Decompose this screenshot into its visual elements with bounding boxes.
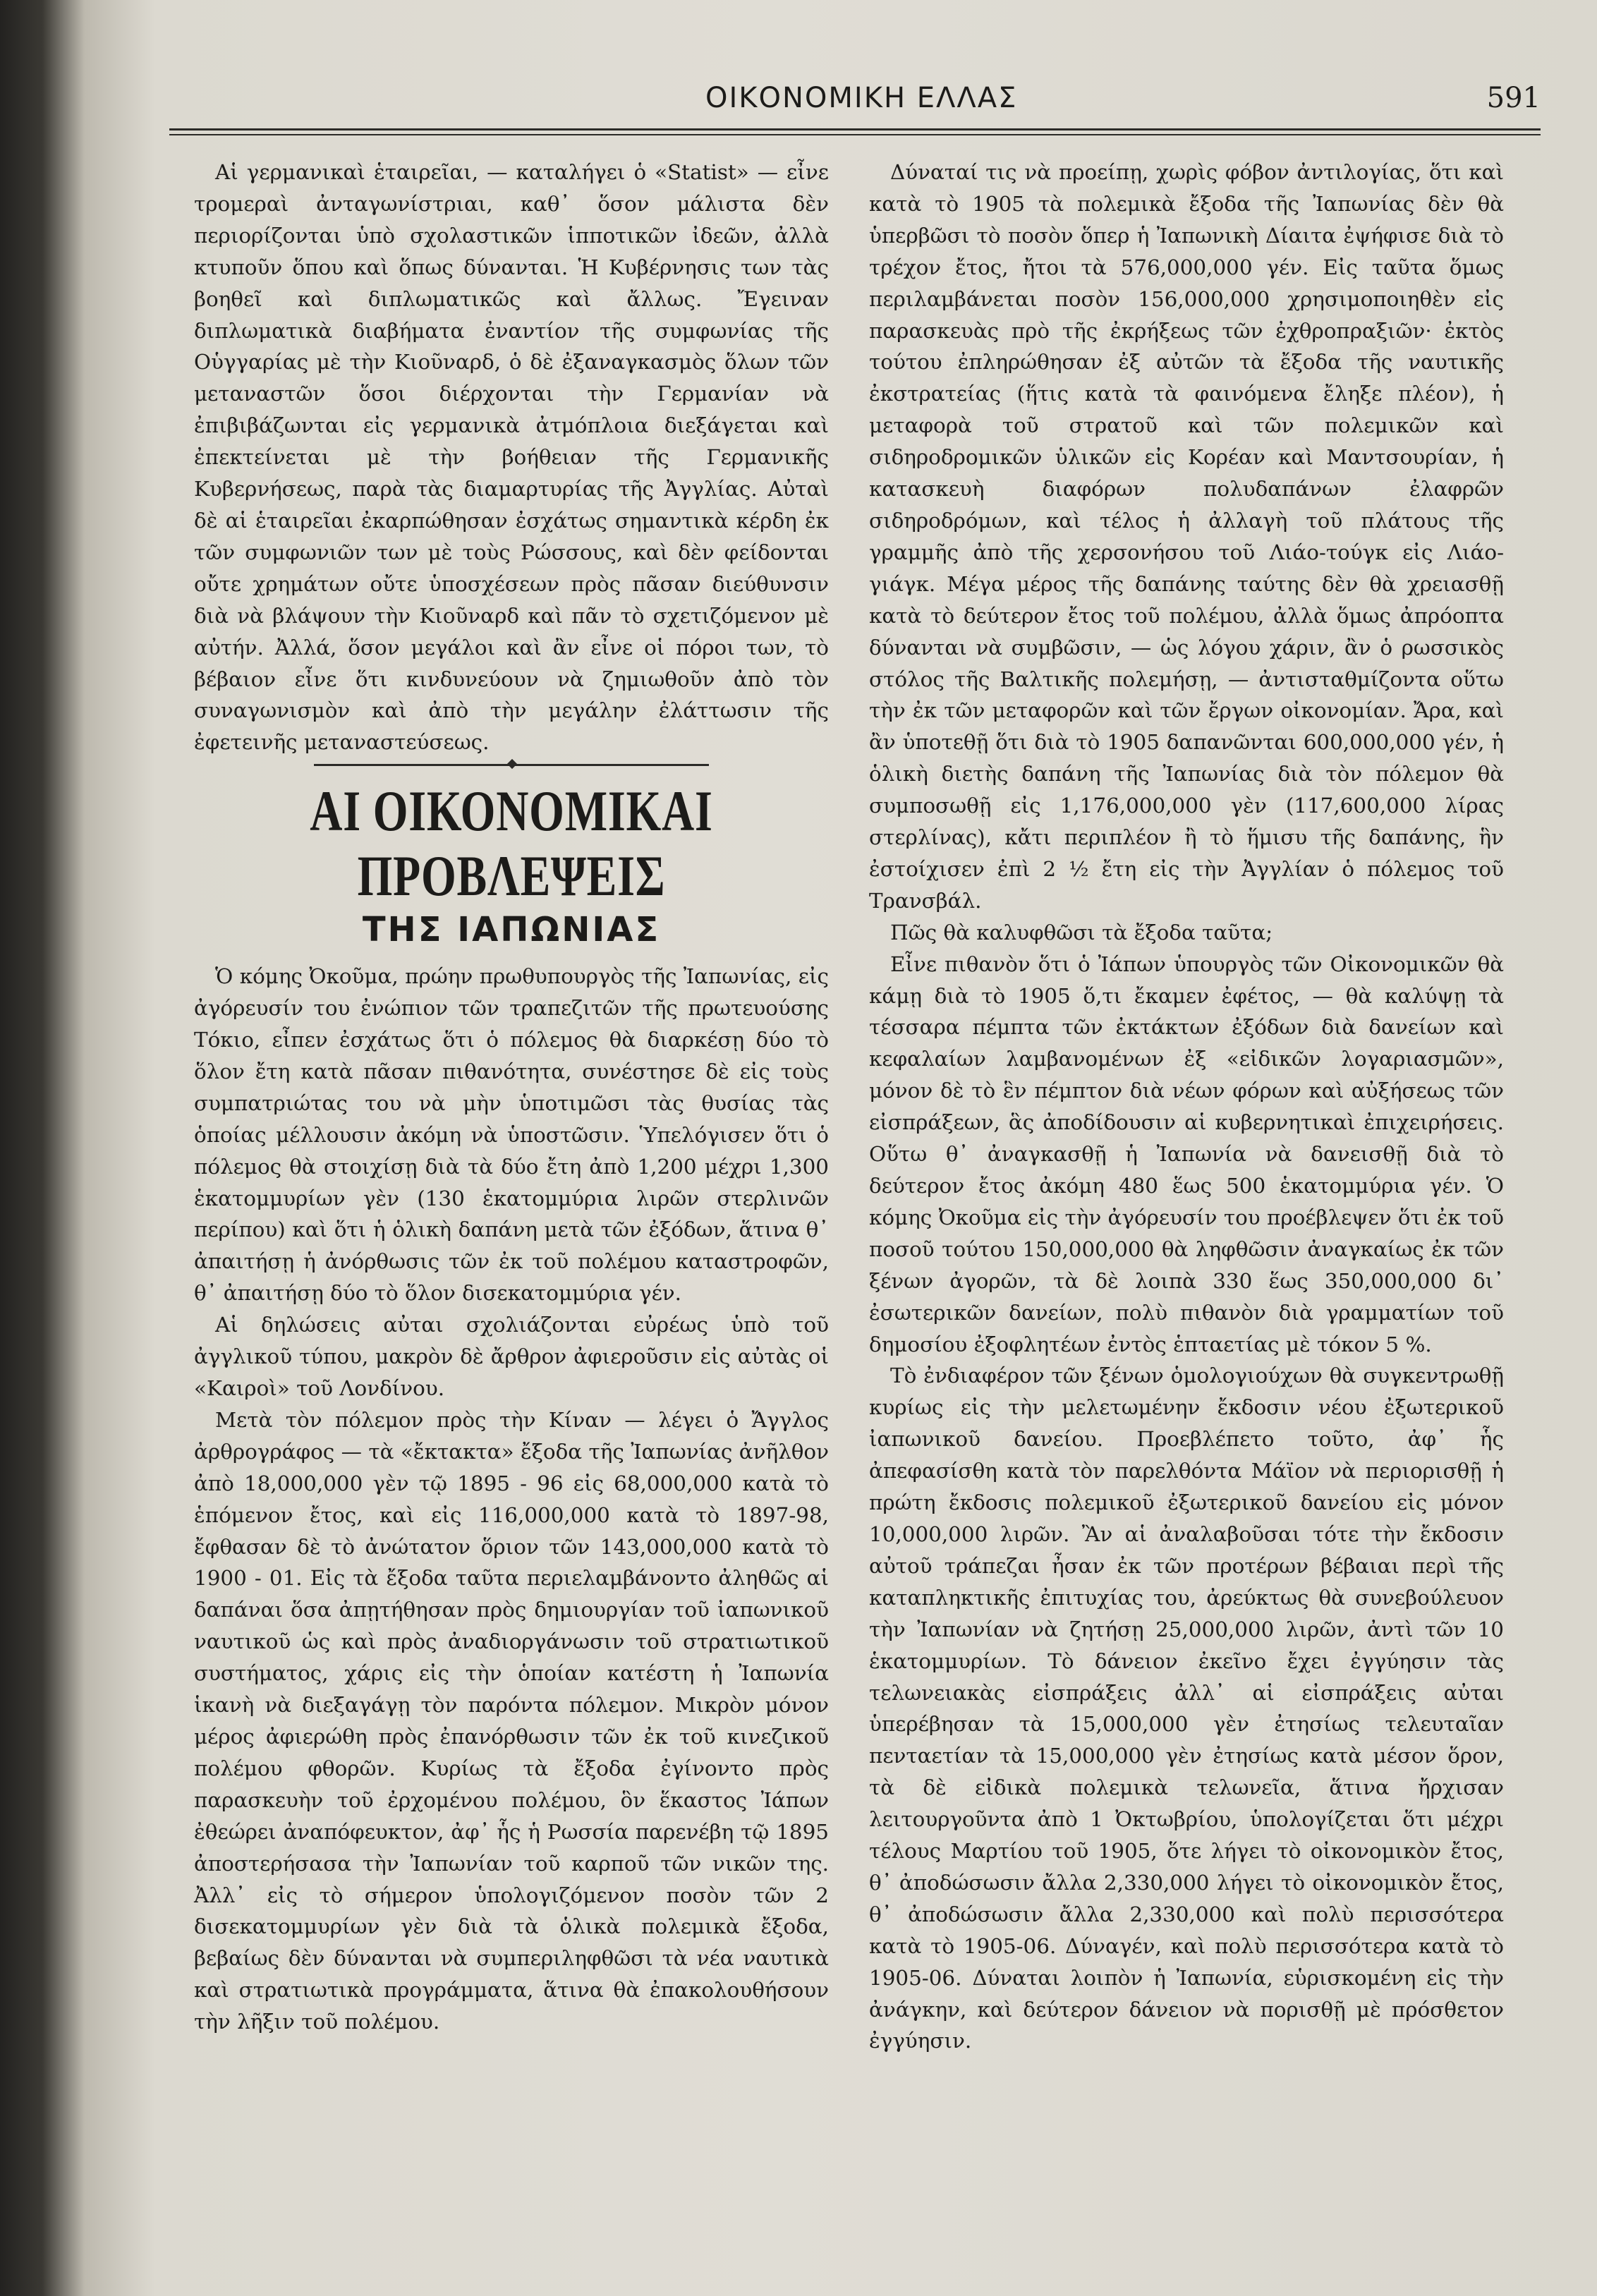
article-paragraph: Δύναταί τις νὰ προείπῃ, χωρὶς φόβον ἀντιλογίας, ὅτι καὶ κατὰ τὸ 1905 τὰ πολεμικὰ ἔξοδα τῆς Ἰαπωνίας δὲν θὰ ὑπερβῶσι τὸ ποσὸν ὅπερ ἡ Ἰαπωνικὴ Δίαιτα ἐψήφισε διὰ τὸ τρέχον ἔτος, ἤτοι τὰ 576,000,000 γέν. Εἰς ταῦτα ὅμως περιλαμβάνεται ποσὸν 156,000,000 χρησιμοποιηθὲν εἰς παρασκευὰς πρὸ τῆς ἐκρήξεως τῶν ἐχθροπραξιῶν· ἐκτὸς τούτου ἐπληρώθησαν ἐξ αὐτῶν τὰ ἔξοδα τῆς ναυτικῆς ἐκστρατείας (ἥτις κατὰ τὰ φαινόμενα ἔληξε πλέον), ἡ μεταφορὰ τοῦ στρατοῦ καὶ τῶν πολεμικῶν καὶ σιδηροδρομικῶν ὑλικῶν εἰς Κορέαν καὶ Μαντσουρίαν, ἡ κατασκευὴ διαφόρων πολυδαπάνων ἐλαφρῶν σιδηροδρόμων, καὶ τέλος ἡ ἀλλαγὴ τοῦ πλάτους τῆς γραμμῆς ἀπὸ τῆς χερσονήσου τοῦ Λιάο-τούγκ εἰς Λιάο-γιάγκ. Μέγα μέρος τῆς δαπάνης ταύτης δὲν θὰ χρειασθῇ κατὰ τὸ δεύτερον ἔτος τοῦ πολέμου, ἀλλὰ ὅμως ἀπρόοπτα δύνανται νὰ συμβῶσιν, — ὡς λόγου χάριν, ἂν ὁ ρωσσικὸς στόλος τῆς Βαλτικῆς πολεμήσῃ, — ἀντισταθμίζοντα οὕτω τὴν ἐκ τῶν μεταφορῶν καὶ τῶν ἔργων οἰκονομίαν. Ἄρα, καὶ ἂν ὑποτεθῇ ὅτι διὰ τὸ 1905 δαπανῶνται 600,000,000 γέν, ἡ ὁλικὴ διετὴς δαπάνη τῆς Ἰαπωνίας διὰ τὸν πόλεμον θὰ συμποσωθῇ εἰς 1,176,000,000 γὲν (117,600,000 λίρας στερλίνας), κἄτι περιπλέον ἢ τὸ ἥμισυ τῆς δαπάνης, ἣν ἐστοίχισεν ἐπὶ 2 ½ ἔτη εἰς τὴν Ἀγγλίαν ὁ πόλεμος τοῦ Τρανσβάλ. (869, 160, 1504, 913)
article-paragraph: Αἱ δηλώσεις αὐται σχολιάζονται εὐρέως ὑπὸ τοῦ ἀγγλικοῦ τύπου, μακρὸν δὲ ἄρθρον ἀφιεροῦσιν εἰς αὐτὰς οἱ «Καιροὶ» τοῦ Λονδίνου. (194, 1313, 829, 1400)
article-subtitle: ΤΗΣ ΙΑΠΩΝΙΑΣ (362, 910, 661, 950)
running-title: ΟΙΚΟΝΟΜΙΚΗ ΕΛΛΑΣ (705, 82, 1018, 114)
left-column (194, 157, 829, 2038)
article-title: ΑΙ ΟΙΚΟΝΟΜΙΚΑΙ ΠΡΟΒΛΕΨΕΙΣ (310, 779, 713, 909)
article-paragraph: Μετὰ τὸν πόλεμον πρὸς τὴν Κίναν — λέγει ὁ Ἄγγλος ἀρθρογράφος — τὰ «ἔκτακτα» ἔξοδα τῆς Ἰαπωνίας ἀνῆλθον ἀπὸ 18,000,000 γὲν τῷ 1895 - 96 εἰς 68,000,000 κατὰ τὸ ἑπόμενον ἔτος, καὶ εἰς 116,000,000 κατὰ τὸ 1897-98, ἔφθασαν δὲ τὸ ἀνώτατον ὅριον τῶν 143,000,000 κατὰ τὸ 1900 - 01. Εἰς τὰ ἔξοδα ταῦτα περιελαμβάνοντο ἀληθῶς αἱ δαπάναι ὅσα ἀπῃτήθησαν πρὸς δημιουργίαν τοῦ ἰαπωνικοῦ ναυτικοῦ ὡς καὶ πρὸς ἀναδιοργάνωσιν τοῦ στρατιωτικοῦ συστήματος, χάρις εἰς τὴν ὁποίαν κατέστη ἡ Ἰαπωνία ἱκανὴ νὰ διεξαγάγῃ τὸν παρόντα πόλεμον. Μικρὸν μόνον μέρος ἀφιερώθη πρὸς ἐπανόρθωσιν τῶν ἐκ τοῦ κινεζικοῦ πολέμου φθορῶν. Κυρίως τὰ ἔξοδα ἐγίνοντο πρὸς παρασκευὴν τοῦ ἐρχομένου πολέμου, ὃν ἕκαστος Ἰάπων ἐθεώρει ἀναπόφευκτον, ἀφ᾿ ἧς ἡ Ρωσσία παρενέβη τῷ 1895 ἀποστερήσασα τὴν Ἰαπωνίαν τοῦ καρποῦ τῶν νικῶν της. Ἀλλ᾿ εἰς τὸ σήμερον ὑπολογιζόμενον ποσὸν τῶν 2 δισεκατομμυρίων γὲν διὰ τὰ ὁλικὰ πολεμικὰ ἔξοδα, βεβαίως δὲν δύνανται νὰ συμπεριληφθῶσι τὰ νέα ναυτικὰ καὶ στρατιωτικὰ προγράμματα, ἅτινα θὰ ἐπακολουθήσουν τὴν λῆξιν τοῦ πολέμου. (194, 1407, 829, 2034)
article-separator (314, 764, 709, 766)
page-header (169, 76, 1541, 126)
article-paragraph: Πῶς θὰ καλυφθῶσι τὰ ἔξοδα ταῦτα; (890, 920, 1273, 944)
header-rule-thin (169, 134, 1541, 135)
article-paragraph: Ὁ κόμης Ὀκοῦμα, πρώην πρωθυπουργὸς τῆς Ἰαπωνίας, εἰς ἀγόρευσίν του ἐνώπιον τῶν τραπεζιτῶν τῆς πρωτευούσης Τόκιο, εἶπεν ἐσχάτως ὅτι ὁ πόλεμος θὰ διαρκέσῃ δύο τὸ ὅλον ἔτη κατὰ πᾶσαν πιθανότητα, συνέστησε δὲ εἰς τοὺς συμπατριώτας του νὰ μὴν ὑποτιμῶσι τὰς θυσίας τὰς ὁποίας μέλλουσιν ἀκόμη νὰ ὑποστῶσιν. Ὑπελόγισεν ὅτι ὁ πόλεμος θὰ στοιχίσῃ διὰ τὰ δύο ἔτη ἀπὸ 1,200 μέχρι 1,300 ἑκατομμυρίων γὲν (130 ἑκατομμύρια λιρῶν στερλινῶν περίπου) καὶ ὅτι ἡ ὁλικὴ δαπάνη μετὰ τῶν ἐξόδων, ἅτινα θ᾿ ἀπαιτήσῃ ἡ ἀνόρθωσις τῶν ἐκ τοῦ πολέμου καταστροφῶν, θ᾿ ἀπαιτήσῃ δύο τὸ ὅλον δισεκατομμύρια γέν. (194, 964, 829, 1306)
article-paragraph: Εἶνε πιθανὸν ὅτι ὁ Ἰάπων ὑπουργὸς τῶν Οἰκονομικῶν θὰ κάμῃ διὰ τὸ 1905 ὅ,τι ἔκαμεν ἐφέτος, — θὰ καλύψῃ τὰ τέσσαρα πέμπτα τῶν ἐκτάκτων ἐξόδων διὰ δανείων καὶ κεφαλαίων λαμβανομένων ἐξ «εἰδικῶν λογαριασμῶν», μόνον δὲ τὸ ἓν πέμπτον διὰ νέων φόρων καὶ αὐξήσεως τῶν εἰσπράξεων, ἃς ἀποδίδουσιν αἱ κυβερνητικαὶ ἐπιχειρήσεις. Οὕτω θ᾿ ἀναγκασθῇ ἡ Ἰαπωνία νὰ δανεισθῇ διὰ τὸ δεύτερον ἔτος ἀκόμη 480 ἕως 500 ἑκατομμύρια γέν. Ὁ κόμης Ὀκοῦμα εἰς τὴν ἀγόρευσίν του προέβλεψεν ὅτι ἐκ τοῦ ποσοῦ τούτου 150,000,000 θὰ ληφθῶσιν ἀναγκαίως ἐκ τῶν ξένων ἀγορῶν, τὰ δὲ λοιπὰ 330 ἕως 350,000,000 δι᾿ ἐσωτερικῶν δανείων, πολὺ πιθανὸν διὰ γραμματίων τοῦ δημοσίου ἐξοφλητέων ἐντὸς ἑπταετίας μὲ τόκον 5 %. (869, 952, 1504, 1356)
right-column (869, 157, 1504, 2057)
header-rule (169, 128, 1541, 130)
statist-article-ending: Αἱ γερμανικαὶ ἑταιρεῖαι, — καταλήγει ὁ «Statist» — εἶνε τρομεραὶ ἀνταγωνίστριαι, καθ᾿ ὅσον μάλιστα δὲν περιορίζονται ὑπὸ σχολαστικῶν ἱπποτικῶν ἰδεῶν, ἀλλὰ κτυποῦν ὅπου καὶ ὅπως δύνανται. Ἡ Κυβέρνησις των τὰς βοηθεῖ καὶ διπλωματικῶς καὶ ἄλλως. Ἔγειναν διπλωματικὰ διαβήματα ἐναντίον τῆς συμφωνίας τῆς Οὑγγαρίας μὲ τὴν Κιοῦναρδ, ὁ δὲ ἐξαναγκασμὸς ὅλων τῶν μεταναστῶν ὅσοι διέρχονται τὴν Γερμανίαν νὰ ἐπιβιβάζωνται εἰς γερμανικὰ ἀτμόπλοια διεξάγεται καὶ ἐπεκτείνεται μὲ τὴν βοήθειαν τῆς Γερμανικῆς Κυβερνήσεως, παρὰ τὰς διαμαρτυρίας τῆς Ἀγγλίας. Αὐταὶ δὲ αἱ ἑταιρεῖαι ἐκαρπώθησαν ἐσχάτως σημαντικὰ κέρδη ἐκ τῶν συμφωνιῶν των μὲ τοὺς Ρώσσους, καὶ δὲν φείδονται οὔτε χρημάτων οὔτε ὑποσχέσεων πρὸς πᾶσαν διεύθυνσιν διὰ νὰ βλάψουν τὴν Κιοῦναρδ καὶ πᾶν τὸ σχετιζόμενον μὲ αὐτήν. Ἀλλά, ὅσον μεγάλοι καὶ ἂν εἶνε οἱ πόροι των, τὸ βέβαιον εἶνε ὅτι κινδυνεύουν νὰ ζημιωθοῦν ἀπὸ τὸν συναγωνισμὸν καὶ ἀπὸ τὴν μεγάλην ἐλάττωσιν τῆς ἐφετεινῆς μεταναστεύσεως. (194, 160, 829, 755)
article-paragraph: Τὸ ἐνδιαφέρον τῶν ξένων ὁμολογιούχων θὰ συγκεντρωθῇ κυρίως εἰς τὴν μελετωμένην ἔκδοσιν νέου ἐξωτερικοῦ ἰαπωνικοῦ δανείου. Προεβλέπετο τοῦτο, ἀφ᾿ ἧς ἀπεφασίσθη κατὰ τὸν παρελθόντα Μάϊον νὰ περιορισθῇ ἡ πρώτη ἔκδοσις πολεμικοῦ ἐξωτερικοῦ δανείου εἰς μόνον 10,000,000 λιρῶν. Ἂν αἱ ἀναλαβοῦσαι τότε τὴν ἔκδοσιν αὐτοῦ τράπεζαι ἦσαν ἐκ τῶν προτέρων βέβαιαι περὶ τῆς καταπληκτικῆς ἐπιτυχίας του, ἀρεύκτως θὰ συνεβούλευον τὴν Ἰαπωνίαν νὰ ζητήσῃ 25,000,000 λιρῶν, ἀντὶ τῶν 10 ἑκατομμυρίων. Τὸ δάνειον ἐκεῖνο ἔχει ἐγγύησιν τὰς τελωνειακὰς εἰσπράξεις ἀλλ᾿ αἱ εἰσπράξεις αὐται ὑπερέβησαν τὰ 15,000,000 γὲν ἐτησίως τελευταῖαν πενταετίαν τὰ 15,000,000 γὲν ἐτησίως κατὰ μέσον ὅρον, τὰ δὲ εἰδικὰ πολεμικὰ τελωνεῖα, ἅτινα ἤρχισαν λειτουργοῦντα ἀπὸ 1 Ὀκτωβρίου, ὑπολογίζεται ὅτι μέχρι τέλους Μαρτίου τοῦ 1905, ὅτε λήγει τὸ οἰκονομικὸν ἔτος, θ᾿ ἀποδώσωσιν ἄλλα 2,330,000 λήγει τὸ οἰκονομικὸν ἔτος, θ᾿ ἀποδώσωσιν ἄλλα 2,330,000 καὶ πολὺ περισσότερα κατὰ τὸ 1905-06. Δύναγέν, καὶ πολὺ περισσότερα κατὰ τὸ 1905-06. Δύναται λοιπὸν ἡ Ἰαπωνία, εὑρισκομένη εἰς τὴν ἀνάγκην, καὶ δεύτερον δάνειον νὰ πορισθῇ μὲ πρόσθετον ἐγγύησιν. (869, 1363, 1504, 2053)
page-number: 591 (1486, 82, 1541, 114)
